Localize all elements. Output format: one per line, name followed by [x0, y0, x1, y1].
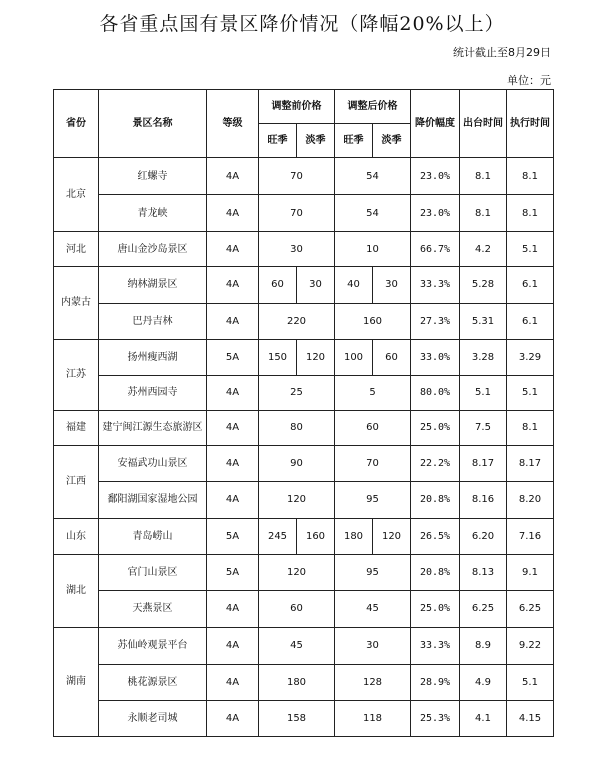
execute-date-cell: 4.15: [507, 700, 554, 736]
execute-date-cell: 9.1: [507, 554, 554, 590]
scenic-name-cell: 唐山金沙岛景区: [99, 232, 207, 267]
scenic-name-cell: 建宁闽江源生态旅游区: [99, 410, 207, 445]
table-row: [54, 700, 554, 736]
grade-cell: 5A: [207, 554, 259, 590]
scenic-name-cell: 巴丹吉林: [99, 304, 207, 340]
before-price-cell: 120: [259, 554, 335, 590]
grade-cell: 4A: [207, 304, 259, 340]
after-price-cell: 60: [335, 410, 411, 445]
reduction-rate-cell: 27.3%: [411, 304, 460, 340]
table-row: [54, 627, 554, 664]
release-date-cell: 7.5: [460, 410, 507, 445]
after-price-cell: 30: [335, 627, 411, 664]
province-cell: 江西: [54, 445, 99, 518]
scenic-name-cell: 苏州西园寺: [99, 375, 207, 410]
after-price-cell: 95: [335, 554, 411, 590]
table-row: [54, 590, 554, 627]
execute-date-cell: 6.1: [507, 304, 554, 340]
reduction-rate-cell: 33.0%: [411, 339, 460, 375]
before-price-cell: 80: [259, 410, 335, 445]
grade-cell: 5A: [207, 518, 259, 554]
grade-cell: 4A: [207, 445, 259, 481]
execute-date-cell: 8.1: [507, 195, 554, 232]
release-date-cell: 5.1: [460, 375, 507, 410]
province-cell: 福建: [54, 410, 99, 445]
before-peak-price-cell: 245: [259, 518, 297, 554]
province-cell: 河北: [54, 232, 99, 267]
after-peak-price-cell: 100: [335, 339, 373, 375]
table-row: [54, 195, 554, 232]
grade-cell: 4A: [207, 410, 259, 445]
header-before-off: 淡季: [297, 124, 335, 158]
province-cell: 内蒙古: [54, 266, 99, 339]
release-date-cell: 4.2: [460, 232, 507, 267]
grade-cell: 4A: [207, 590, 259, 627]
execute-date-cell: 6.1: [507, 266, 554, 303]
execute-date-cell: 5.1: [507, 375, 554, 410]
execute-date-cell: 7.16: [507, 518, 554, 554]
header-after-price: 调整后价格: [335, 90, 411, 124]
execute-date-cell: 3.29: [507, 339, 554, 375]
after-price-cell: 10: [335, 232, 411, 267]
after-price-cell: 95: [335, 481, 411, 518]
price-table: [53, 89, 554, 737]
table-row: [54, 158, 554, 195]
table-row: [54, 375, 554, 410]
before-peak-price-cell: 150: [259, 339, 297, 375]
after-price-cell: 128: [335, 664, 411, 700]
release-date-cell: 8.9: [460, 627, 507, 664]
before-off-price-cell: 160: [297, 518, 335, 554]
release-date-cell: 8.17: [460, 445, 507, 481]
release-date-cell: 4.1: [460, 700, 507, 736]
reduction-rate-cell: 25.3%: [411, 700, 460, 736]
header-scenic-name: 景区名称: [99, 90, 207, 158]
execute-date-cell: 5.1: [507, 664, 554, 700]
table-row: [54, 481, 554, 518]
stats-date-note: 统计截止至8月29日: [453, 46, 551, 59]
scenic-name-cell: 天燕景区: [99, 590, 207, 627]
reduction-rate-cell: 22.2%: [411, 445, 460, 481]
reduction-rate-cell: 33.3%: [411, 266, 460, 303]
before-off-price-cell: 30: [297, 266, 335, 303]
before-price-cell: 25: [259, 375, 335, 410]
grade-cell: 4A: [207, 375, 259, 410]
reduction-rate-cell: 23.0%: [411, 158, 460, 195]
header-grade: 等级: [207, 90, 259, 158]
header-after-peak: 旺季: [335, 124, 373, 158]
header-row: [54, 90, 554, 124]
province-cell: 山东: [54, 518, 99, 554]
reduction-rate-cell: 25.0%: [411, 590, 460, 627]
after-price-cell: 54: [335, 195, 411, 232]
table-row: [54, 518, 554, 554]
header-province: 省份: [54, 90, 99, 158]
scenic-name-cell: 纳林湖景区: [99, 266, 207, 303]
before-price-cell: 180: [259, 664, 335, 700]
execute-date-cell: 8.20: [507, 481, 554, 518]
release-date-cell: 8.1: [460, 158, 507, 195]
grade-cell: 4A: [207, 158, 259, 195]
table-row: [54, 554, 554, 590]
header-after-off: 淡季: [373, 124, 411, 158]
grade-cell: 4A: [207, 700, 259, 736]
before-peak-price-cell: 60: [259, 266, 297, 303]
grade-cell: 4A: [207, 481, 259, 518]
scenic-name-cell: 扬州瘦西湖: [99, 339, 207, 375]
before-price-cell: 60: [259, 590, 335, 627]
after-price-cell: 70: [335, 445, 411, 481]
release-date-cell: 6.20: [460, 518, 507, 554]
table-row: [54, 339, 554, 375]
release-date-cell: 3.28: [460, 339, 507, 375]
execute-date-cell: 9.22: [507, 627, 554, 664]
before-price-cell: 158: [259, 700, 335, 736]
reduction-rate-cell: 26.5%: [411, 518, 460, 554]
grade-cell: 4A: [207, 664, 259, 700]
release-date-cell: 5.31: [460, 304, 507, 340]
grade-cell: 4A: [207, 195, 259, 232]
release-date-cell: 8.16: [460, 481, 507, 518]
table-row: [54, 266, 554, 303]
province-cell: 湖北: [54, 554, 99, 627]
page-title: 各省重点国有景区降价情况（降幅20%以上）: [99, 13, 505, 35]
after-off-price-cell: 60: [373, 339, 411, 375]
reduction-rate-cell: 33.3%: [411, 627, 460, 664]
grade-cell: 4A: [207, 266, 259, 303]
header-before-price: 调整前价格: [259, 90, 335, 124]
header-release-date: 出台时间: [460, 90, 507, 158]
unit-note: 单位：元: [507, 74, 551, 87]
after-off-price-cell: 30: [373, 266, 411, 303]
before-off-price-cell: 120: [297, 339, 335, 375]
scenic-name-cell: 官门山景区: [99, 554, 207, 590]
scenic-name-cell: 安福武功山景区: [99, 445, 207, 481]
scenic-name-cell: 永顺老司城: [99, 700, 207, 736]
execute-date-cell: 8.1: [507, 410, 554, 445]
table-row: [54, 445, 554, 481]
execute-date-cell: 5.1: [507, 232, 554, 267]
before-price-cell: 30: [259, 232, 335, 267]
release-date-cell: 8.1: [460, 195, 507, 232]
reduction-rate-cell: 20.8%: [411, 554, 460, 590]
scenic-name-cell: 青龙峡: [99, 195, 207, 232]
province-cell: 北京: [54, 158, 99, 232]
release-date-cell: 8.13: [460, 554, 507, 590]
execute-date-cell: 6.25: [507, 590, 554, 627]
after-price-cell: 45: [335, 590, 411, 627]
after-price-cell: 5: [335, 375, 411, 410]
scenic-name-cell: 红螺寺: [99, 158, 207, 195]
execute-date-cell: 8.1: [507, 158, 554, 195]
reduction-rate-cell: 66.7%: [411, 232, 460, 267]
table-row: [54, 232, 554, 267]
release-date-cell: 6.25: [460, 590, 507, 627]
header-reduction-rate: 降价幅度: [411, 90, 460, 158]
after-price-cell: 118: [335, 700, 411, 736]
grade-cell: 4A: [207, 627, 259, 664]
before-price-cell: 70: [259, 195, 335, 232]
scenic-name-cell: 青岛崂山: [99, 518, 207, 554]
reduction-rate-cell: 28.9%: [411, 664, 460, 700]
scenic-name-cell: 鄱阳湖国家湿地公园: [99, 481, 207, 518]
after-price-cell: 160: [335, 304, 411, 340]
after-price-cell: 54: [335, 158, 411, 195]
after-off-price-cell: 120: [373, 518, 411, 554]
after-peak-price-cell: 40: [335, 266, 373, 303]
before-price-cell: 220: [259, 304, 335, 340]
grade-cell: 5A: [207, 339, 259, 375]
execute-date-cell: 8.17: [507, 445, 554, 481]
before-price-cell: 45: [259, 627, 335, 664]
table-row: [54, 664, 554, 700]
after-peak-price-cell: 180: [335, 518, 373, 554]
province-cell: 江苏: [54, 339, 99, 410]
release-date-cell: 5.28: [460, 266, 507, 303]
reduction-rate-cell: 23.0%: [411, 195, 460, 232]
table-body: [54, 158, 554, 737]
scenic-name-cell: 苏仙岭观景平台: [99, 627, 207, 664]
province-cell: 湖南: [54, 627, 99, 736]
header-execute-date: 执行时间: [507, 90, 554, 158]
reduction-rate-cell: 20.8%: [411, 481, 460, 518]
header-before-peak: 旺季: [259, 124, 297, 158]
release-date-cell: 4.9: [460, 664, 507, 700]
before-price-cell: 120: [259, 481, 335, 518]
scenic-name-cell: 桃花源景区: [99, 664, 207, 700]
reduction-rate-cell: 80.0%: [411, 375, 460, 410]
table-row: [54, 410, 554, 445]
table-row: [54, 304, 554, 340]
grade-cell: 4A: [207, 232, 259, 267]
before-price-cell: 70: [259, 158, 335, 195]
reduction-rate-cell: 25.0%: [411, 410, 460, 445]
before-price-cell: 90: [259, 445, 335, 481]
